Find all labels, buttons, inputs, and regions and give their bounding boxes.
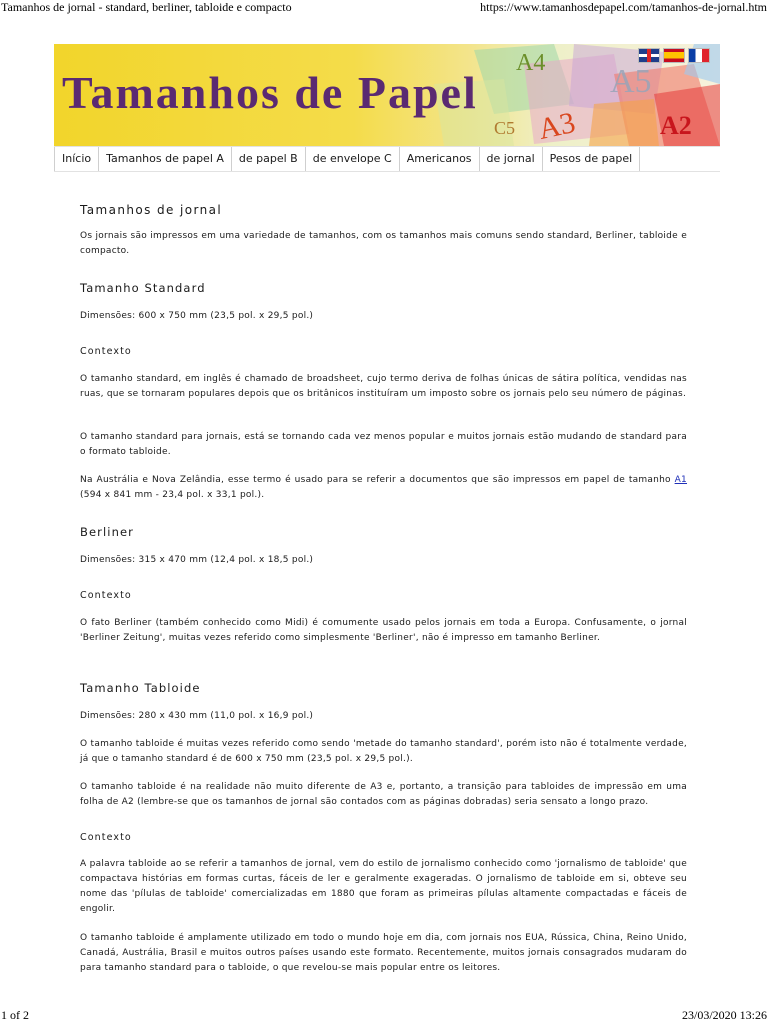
language-flags (638, 48, 710, 63)
standard-paragraph-3 (80, 473, 687, 503)
standard-dimensions: Dimensões: 600 x 750 mm (23,5 pol. x 29,5 pol.) (80, 311, 314, 321)
site-banner[interactable] (54, 44, 720, 146)
paper-size-labels (54, 44, 720, 146)
intro-paragraph: Os jornais são impressos em uma variedade de tamanhos, com os tamanhos mais comuns sendo standard, Berliner, tabloide e compacto. (80, 231, 687, 256)
print-header-url: https://www.tamanhosdepapel.com/tamanhos-de-jornal.htm (480, 0, 767, 14)
berliner-dimensions: Dimensões: 315 x 470 mm (12,4 pol. x 18,5 pol.) (80, 555, 314, 565)
nav-item-americanos[interactable]: Americanos (399, 147, 479, 171)
site-logo[interactable]: Tamanhos de Papel (62, 67, 478, 118)
nav-item-papel-b[interactable]: de papel B (231, 147, 305, 171)
a1-size-link[interactable]: A1 (674, 475, 687, 485)
standard-heading: Tamanho Standard (80, 281, 206, 295)
label-a4: A4 (516, 50, 546, 76)
tabloide-paragraph-2: O tamanho tabloide é na realidade não muito diferente de A3 e, portanto, a transição para tabloides de impressão em uma folha de A2 (lembre-se que os tamanhos de jornal são contados com as páginas dobradas) seria sensato a longo prazo. (80, 782, 687, 807)
spain-flag-icon[interactable] (663, 48, 685, 63)
standard-paragraph-1: O tamanho standard, em inglês é chamado de broadsheet, cujo termo deriva de folhas únicas de sátira política, vendidas nas ruas, que se tornaram populares depois que os britânicos instituíram um imposto sobre os jornais pelo seu número de páginas. (80, 374, 687, 399)
nav-item-pesos[interactable]: Pesos de papel (542, 147, 640, 171)
berliner-context-heading: Contexto (80, 590, 132, 601)
label-a5: A5 (610, 63, 652, 100)
tabloide-paragraph-4: O tamanho tabloide é amplamente utilizado em todo o mundo hoje em dia, com jornais nos EUA, Rússica, China, Reino Unido, Canadá, Austrália, Brasil e muitos outros países usando este formato. Recentemente, muitos jornais consagrados mudaram do para tamanho standard para o tabloide, o que revelou-se mais popular entre os leitores. (80, 933, 687, 973)
uk-flag-icon[interactable] (638, 48, 660, 63)
print-header-title: Tamanhos de jornal - standard, berliner, tabloide e compacto (1, 0, 292, 14)
print-footer-datetime: 23/03/2020 13:26 (681, 1008, 767, 1022)
nav-item-envelope-c[interactable]: de envelope C (305, 147, 399, 171)
tabloide-paragraph-1: O tamanho tabloide é muitas vezes referido como sendo 'metade do tamanho standard', porém isto não é totalmente verdade, já que o tamanho standard é de 600 x 750 mm (23,5 pol. x 29,5 pol.). (80, 739, 687, 764)
france-flag-icon[interactable] (688, 48, 710, 63)
tabloide-context-heading: Contexto (80, 832, 132, 843)
nav-item-jornal[interactable]: de jornal (479, 147, 542, 171)
nav-item-inicio[interactable]: Início (54, 147, 98, 171)
tabloide-dimensions: Dimensões: 280 x 430 mm (11,0 pol. x 16,9 pol.) (80, 711, 314, 721)
standard-p3-text-before: Na Austrália e Nova Zelândia, esse termo é usado para se referir a documentos que são impressos em papel de tamanho (80, 475, 675, 485)
standard-context-heading: Contexto (80, 346, 132, 357)
berliner-paragraph-1: O fato Berliner (também conhecido como Midi) é comumente usado pelos jornais em toda a Europa. Confusamente, o jornal 'Berliner Zeitung', muitas vezes referido como simplesmente 'Berliner', não é impresso em tamanho Berliner. (80, 618, 687, 643)
standard-paragraph-2: O tamanho standard para jornais, está se tornando cada vez menos popular e muitos jornais estão mudando de standard para o formato tabloide. (80, 432, 687, 457)
page-title: Tamanhos de jornal (80, 203, 223, 217)
tabloide-paragraph-3: A palavra tabloide ao se referir a tamanhos de jornal, vem do estilo de jornalismo conhecido como 'jornalismo de tabloide' que compactava histórias em formas curtas, fáceis de ler e geralmente exageradas. O jornalismo de tabloide em si, obteve seu nome das 'pílulas de tabloide' comercializadas em 1880 que foram as primeiras pílulas altamente compactadas e fáceis de engolir. (80, 859, 687, 914)
standard-p3-text-after: (594 x 841 mm - 23,4 pol. x 33,1 pol.). (80, 490, 265, 500)
label-c5: C5 (494, 118, 516, 138)
label-a3: A3 (535, 106, 579, 146)
label-a2: A2 (660, 111, 692, 140)
tabloide-heading: Tamanho Tabloide (80, 681, 201, 695)
berliner-heading: Berliner (80, 525, 134, 539)
print-header (0, 0, 768, 16)
main-nav (54, 146, 720, 172)
print-footer (0, 1008, 768, 1024)
print-footer-page: 1 of 2 (1, 1008, 29, 1022)
nav-item-tamanhos-a[interactable]: Tamanhos de papel A (98, 147, 231, 171)
